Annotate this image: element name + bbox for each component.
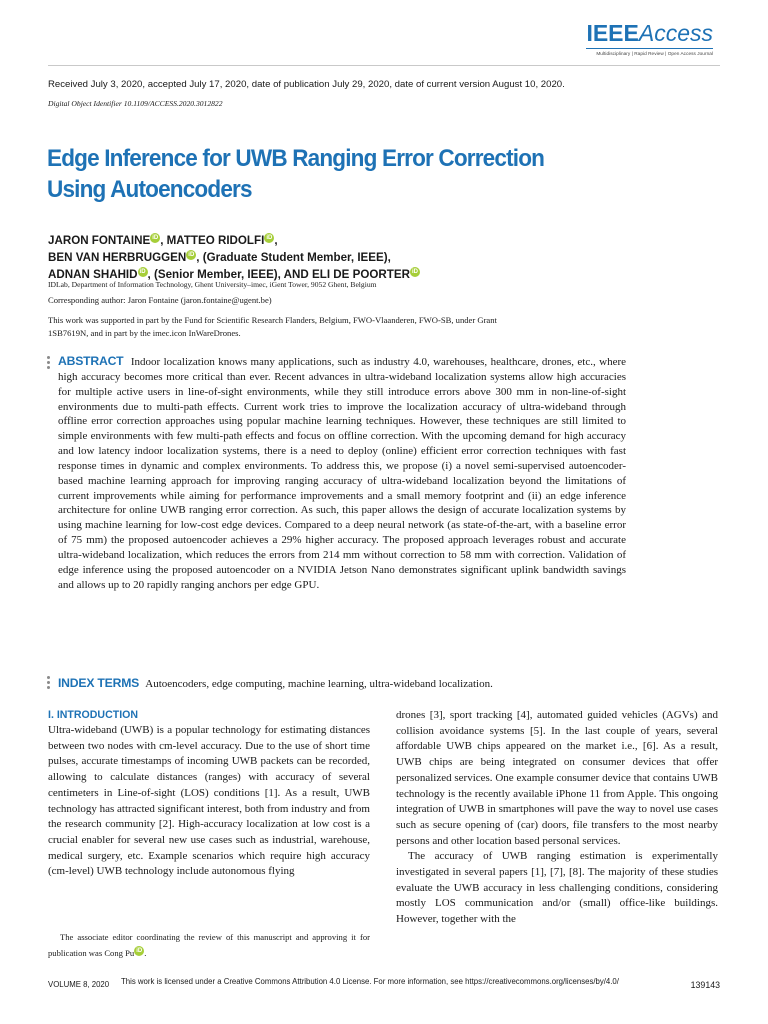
right-column	[396, 708, 718, 928]
index-terms-heading: INDEX TERMS	[58, 676, 140, 690]
footer-volume: VOLUME 8, 2020	[48, 980, 110, 989]
index-terms-text: Autoencoders, edge computing, machine learning, ultra-wideband localization.	[145, 678, 493, 690]
doi-line	[48, 99, 223, 108]
logo-access: Access	[638, 20, 713, 46]
author-name: BEN VAN HERBRUGGEN	[48, 251, 187, 264]
section-heading: I. INTRODUCTION	[48, 709, 139, 721]
orcid-icon[interactable]: iD	[266, 235, 273, 242]
abstract-text: Indoor localization knows many applications, such as industry 4.0, warehouses, healthcare, drones, etc., where high accuracy becomes more critical than ever. Recent advances in ultra-wideband localization systems allow high accuracies for multiple active users in line-of-sight environments, while they still introduce errors above 300 mm in non-line-of-sight environments due to multi-path effects. Current work tries to improve the localization accuracy of ultra-wideband through offline error correction approaches using popular machine learning techniques. However, these techniques are still limited to simple environments with few multi-path effects and focus on offline correction. With the upcoming demand for high accuracy and low latency indoor localization systems, there is a need to deploy (online) efficient error correction techniques with fast response times in dynamic and complex environments. To address this, we propose (i) a novel semi-supervised autoencoder-based machine learning approach for improving ranging accuracy of ultra-wideband localization beyond the limitations of current improvements while aiming for performance improvements and a small memory footprint and (ii) an edge inference architecture for online UWB ranging error correction. As such, this paper allows the design of accurate localization systems by using machine learning for low-cost edge devices. Compared to a deep neural network (as state-of-the-art, with a baseline error of 75 mm) the proposed autoencoder achieves a 29% higher accuracy. The proposed approach leverages robust and accurate ultra-wideband localization, which reduces the errors from 214 mm without correction to 58 mm with correction. Validation of edge inference using the proposed autoencoder on a NVIDIA Jetson Nano demonstrates significant uplink bandwidth savings and allows up to 20 rapidly ranging anchors per edge GPU.	[58, 356, 627, 591]
orcid-icon[interactable]: iD	[136, 948, 143, 955]
author-name: ADNAN SHAHID	[48, 268, 138, 281]
author-membership: , (Senior Member, IEEE), AND ELI DE POORTER	[147, 268, 410, 281]
funding-note: This work was supported in part by the Fund for Scientific Research Flanders, Belgium, FWO-Vlaanderen, FWO-SB, under Grant 1SB7619N, and in part by the imec.icon InWareDrones.	[48, 315, 497, 338]
body-paragraph: The accuracy of UWB ranging estimation is experimentally investigated in several papers [1], [7], [8]. The majority of these studies evaluate the UWB accuracy in less challenging conditions, considering mostly LOS communication and/or (small) office-like buildings. However, together with the	[396, 850, 718, 926]
body-paragraph: Ultra-wideband (UWB) is a popular technology for estimating distances between two nodes with cm-level accuracy. Due to the use of short time pulses, accurate timestamps of incoming UWB packets can be recorded, allowing to calculate distances (ranges) with accuracy of several centimeters in Line-of-sight (LOS) conditions [1]. As a result, UWB technology has attracted significant interest, both from industry and from the research community [2]. High-accuracy localization at low cost is a crucial enabler for several new use cases such as industrial, warehouse, medical surgery, etc. Example scenarios which require high accuracy (cm-level) UWB technology include autonomous flying	[48, 724, 370, 878]
author-name: , MATTEO RIDOLFI	[160, 234, 265, 247]
orcid-icon[interactable]: iD	[411, 269, 418, 276]
logo-divider	[586, 48, 713, 49]
left-column	[48, 708, 370, 880]
author-name: JARON FONTAINE	[48, 234, 151, 247]
logo-tagline: Multidisciplinary | Rapid Review | Open Access Journal	[596, 51, 713, 56]
index-terms-bullet-icon	[47, 676, 51, 691]
affiliation: IDLab, Department of Information Technology, Ghent University–imec, iGent Tower, 9052 Ghent, Belgium	[48, 280, 377, 289]
orcid-icon[interactable]: iD	[152, 235, 159, 242]
editor-footnote: The associate editor coordinating the review of this manuscript and approving it for publication was Cong Pu iD .	[48, 932, 370, 958]
body-paragraph: drones [3], sport tracking [4], automated guided vehicles (AGVs) and collision avoidance systems [5]. In the last couple of years, several affordable UWB chips appeared on the market i.e., [6]. As a result, UWB chips are being integrated on consumer devices that offer personalized services. One example consumer device that contains UWB technology is the recently available iPhone 11 from Apple. This ongoing integration of UWB in smartphones will pave the way to novel use cases such as secure opening of (car) doors, file transfers to the most nearby persons and other location based personal services.	[396, 709, 718, 847]
abstract-heading: ABSTRACT	[58, 354, 124, 368]
journal-logo	[586, 20, 713, 56]
logo-ieee: IEEE	[586, 20, 639, 46]
footer-license[interactable]: This work is licensed under a Creative Commons Attribution 4.0 License. For more information, see https://creativecommons.org/licenses/by/4.0/	[121, 977, 619, 986]
author-membership: , (Graduate Student Member, IEEE),	[196, 251, 391, 264]
orcid-icon[interactable]: iD	[188, 252, 195, 259]
orcid-icon[interactable]: iD	[139, 269, 146, 276]
header-rule	[48, 65, 720, 66]
index-terms	[58, 676, 658, 692]
doi-value[interactable]: 10.1109/ACCESS.2020.3012822	[123, 99, 223, 108]
abstract	[58, 354, 626, 593]
paper-title: Edge Inference for UWB Ranging Error Correction Using Autoencoders	[47, 145, 545, 203]
corresponding-author: Corresponding author: Jaron Fontaine (jaron.fontaine@ugent.be)	[48, 295, 272, 305]
abstract-bullet-icon	[47, 356, 51, 371]
doi-label: Digital Object Identifier	[48, 99, 122, 108]
page-number: 139143	[690, 980, 720, 990]
author-list: JARON FONTAINE iD , MATTEO RIDOLFI iD , BEN VAN HERBRUGGEN iD , (Graduate Student Member, IEEE), ADNAN SHAHID iD , (Senior Member, IEEE), AND ELI DE POORTER iD	[48, 234, 418, 281]
article-dates: Received July 3, 2020, accepted July 17, 2020, date of publication July 29, 2020, date of current version August 10, 2020.	[48, 79, 565, 90]
